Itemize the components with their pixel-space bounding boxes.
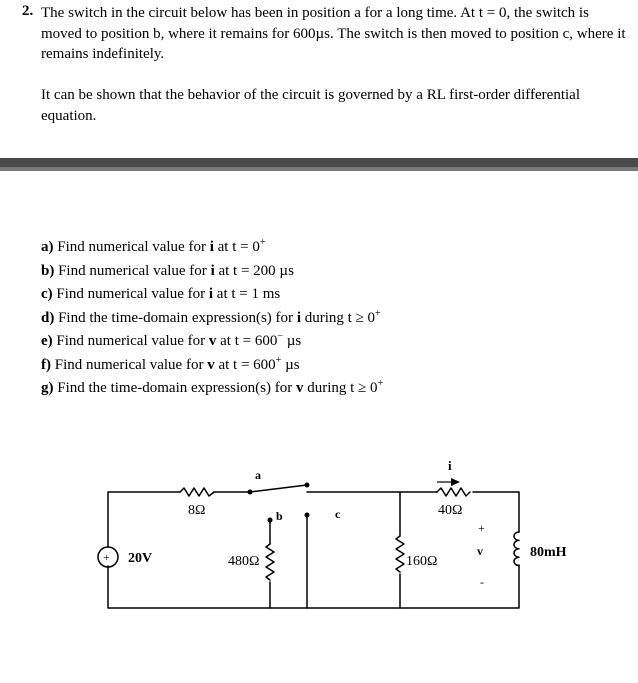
inductor-label: 80mH: [530, 545, 567, 560]
switch-c-label: c: [335, 507, 341, 521]
r1-label: 8Ω: [188, 503, 206, 518]
question-item: g) Find the time-domain expression(s) for v during t ≥ 0+: [41, 378, 384, 396]
voltage-minus-label: -: [480, 575, 484, 589]
resistor-40ohm: [437, 488, 470, 496]
switch-pivot: [305, 483, 310, 488]
switch-terminal-a: [248, 490, 253, 495]
source-plus-label: +: [103, 550, 110, 564]
question-item: c) Find numerical value for i at t = 1 ms: [41, 286, 281, 302]
resistor-160ohm: [396, 536, 404, 572]
voltage-plus-label: +: [478, 521, 485, 535]
switch-b-label: b: [276, 509, 283, 523]
section-divider: [0, 158, 638, 171]
question-item: d) Find the time-domain expression(s) for i during t ≥ 0+: [41, 307, 381, 326]
switch-a-label: a: [255, 468, 261, 482]
source-voltage-label: 20V: [128, 551, 153, 566]
current-label: i: [448, 458, 452, 473]
question-list: [41, 236, 383, 401]
problem-number: 2.: [22, 3, 34, 19]
r2-label: 480Ω: [228, 554, 260, 569]
switch-blade: [250, 485, 307, 492]
switch-terminal-b: [268, 518, 273, 523]
question-item: b) Find numerical value for i at t = 200 µs: [41, 262, 294, 279]
wire-left-top: [108, 492, 180, 547]
problem-paragraph-1: The switch in the circuit below has been in position a for a long time. At t = 0, the switch is moved to position b, where it remains for 600µs. The switch is then moved to position c, where it remains indefinitely.: [41, 5, 626, 62]
resistor-8ohm: [180, 488, 214, 496]
inductor-80mh: [514, 532, 519, 566]
voltage-label: v: [477, 544, 483, 558]
resistor-480ohm: [266, 544, 274, 580]
current-arrow: [437, 478, 460, 486]
wire-left-bottom: [108, 565, 519, 608]
question-item: f) Find numerical value for v at t = 600+ µs: [41, 354, 300, 373]
problem-paragraph-2: It can be shown that the behavior of the circuit is governed by a RL first-order differential equation.: [41, 87, 580, 124]
circuit-diagram: [0, 430, 638, 683]
question-item: a) Find numerical value for i at t = 0+: [41, 237, 266, 255]
r3-label: 160Ω: [406, 554, 438, 569]
question-item: e) Find numerical value for v at t = 600− µs: [41, 331, 302, 349]
r4-label: 40Ω: [438, 503, 463, 518]
switch-terminal-c: [305, 513, 310, 518]
